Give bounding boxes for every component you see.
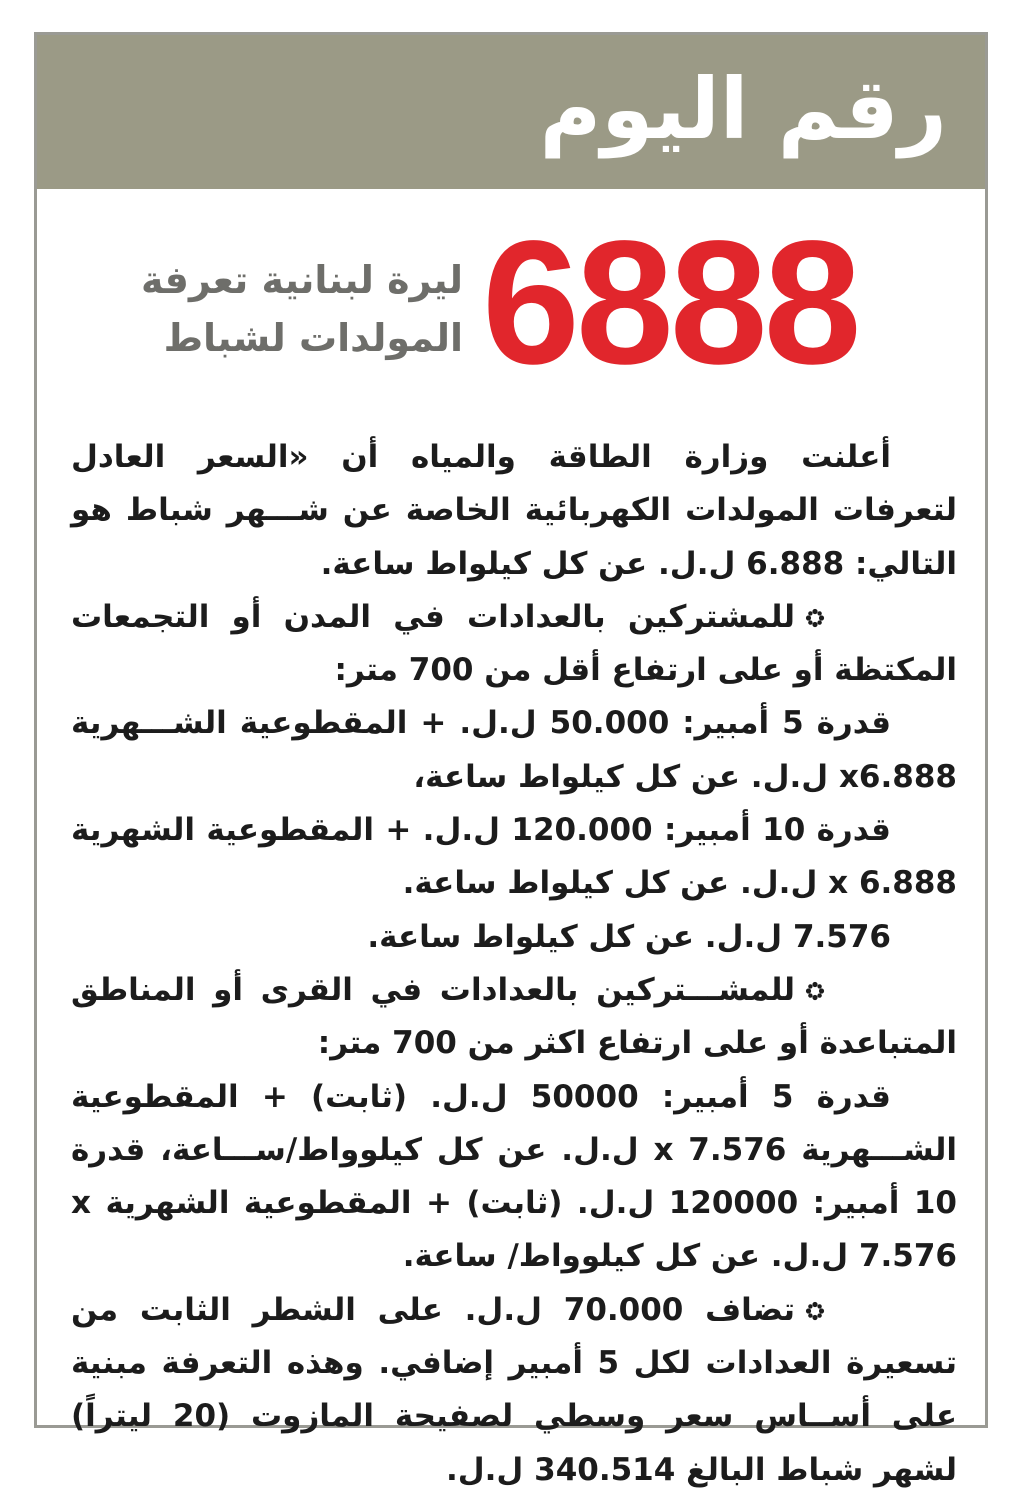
article-card [34,32,988,1488]
caption-line-1: ليرة لبنانية تعرفة [141,258,463,302]
paragraph-city-10amp: قدرة 10 أمبير: 120.000 ل.ل. + المقطوعية الشهرية x 6.888 ل.ل. عن كل كيلواط ساعة. [71,812,957,902]
asterisk-flower-icon [805,964,891,1017]
header-title: رقم اليوم [539,60,947,158]
paragraph-city-5amp: قدرة 5 أمبير: 50.000 ل.ل. + المقطوعية الشـــهرية x6.888 ل.ل. عن كل كيلواط ساعة، [71,705,957,795]
asterisk-flower-icon [805,1284,891,1337]
paragraph-additional-text: تضاف 70.000 ل.ل. على الشطر الثابت من تسعيرة العدادات لكل 5 أمبير إضافي. وهذه التعرفة مبنية على أســاس سعر وسطي لصفيحة المازوت (20 ليتراً) لشهر شباط البالغ 340.514 ل.ل. [71,1291,957,1488]
paragraph-village-tariffs: قدرة 5 أمبير: 50000 ل.ل. (ثابت) + المقطوعية الشـــهرية x 7.576 ل.ل. عن كل كيلوواط/ســـاعة، قدرة 10 أمبير: 120000 ل.ل. (ثابت) + المقطوعية الشهرية x 7.576 ل.ل. عن كل كيلوواط/ ساعة. [71,1078,957,1275]
paragraph-additional [71,1284,957,1497]
paragraph-village-text: للمشـــتركين بالعدادات في القرى أو المناطق المتباعدة أو على ارتفاع اكثر من 700 متر: [71,971,957,1062]
asterisk-flower-icon [805,591,891,644]
paragraph-village-subscribers [71,964,957,1071]
caption-line-2: المولدات لشباط [163,316,463,360]
paragraph-city-subscribers [71,591,957,698]
paragraph-village-rate: 7.576 ل.ل. عن كل كيلواط ساعة. [367,918,891,955]
paragraph-city-text: للمشتركين بالعدادات في المدن أو التجمعات المكتظة أو على ارتفاع أقل من 700 متر: [71,598,957,689]
header-banner [37,35,985,189]
headline-caption [71,251,463,367]
article-body [71,431,957,1497]
headline-number: 6888 [482,205,858,401]
paragraph-intro: أعلنت وزارة الطاقة والمياه أن «السعر العادل لتعرفات المولدات الكهربائية الخاصة عن شـــهر شباط هو التالي: 6.888 ل.ل. عن كل كيلواط ساعة. [71,439,957,582]
